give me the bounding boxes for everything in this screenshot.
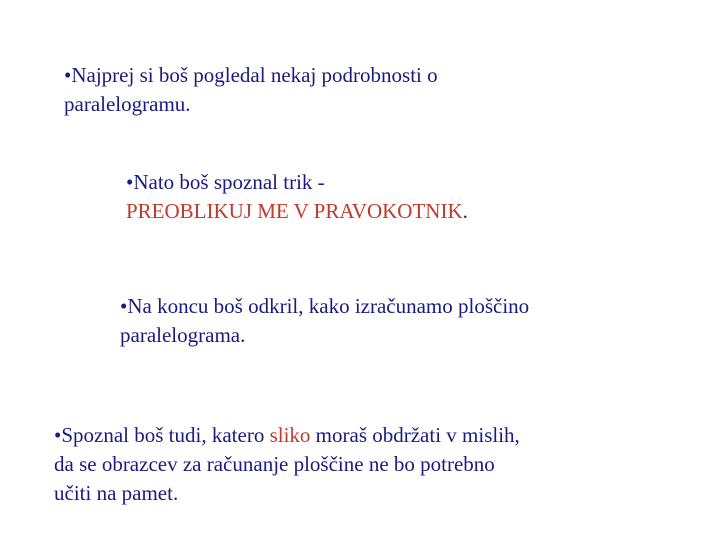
bullet-paragraph-1 bbox=[64, 61, 438, 119]
bullet-3-line-1: Na koncu boš odkril, kako izračunamo ploščino bbox=[127, 294, 530, 318]
bullet-glyph: • bbox=[126, 170, 134, 194]
bullet-2-line-1: Nato boš spoznal trik - bbox=[133, 170, 325, 194]
bullet-glyph: • bbox=[120, 294, 128, 318]
bullet-4-line-3: učiti na pamet. bbox=[54, 481, 179, 505]
bullet-1-line-2: paralelogramu. bbox=[64, 92, 191, 116]
bullet-4-line-1-end: moraš obdržati v mislih, bbox=[310, 423, 520, 447]
bullet-1-line-1: Najprej si boš pogledal nekaj podrobnosti o bbox=[71, 63, 438, 87]
image-highlight: sliko bbox=[269, 423, 311, 447]
bullet-paragraph-3 bbox=[120, 292, 529, 350]
bullet-glyph: • bbox=[54, 423, 62, 447]
bullet-3-line-2: paralelograma. bbox=[120, 323, 246, 347]
bullet-glyph: • bbox=[64, 63, 72, 87]
bullet-paragraph-2 bbox=[126, 168, 468, 226]
bullet-paragraph-4 bbox=[54, 421, 520, 508]
bullet-4-line-1-start: Spoznal boš tudi, katero bbox=[61, 423, 270, 447]
bullet-4-line-2: da se obrazcev za računanje ploščine ne bo potrebno bbox=[54, 452, 495, 476]
trick-highlight: PREOBLIKUJ ME V PRAVOKOTNIK bbox=[126, 199, 463, 223]
bullet-2-period: . bbox=[462, 199, 468, 223]
